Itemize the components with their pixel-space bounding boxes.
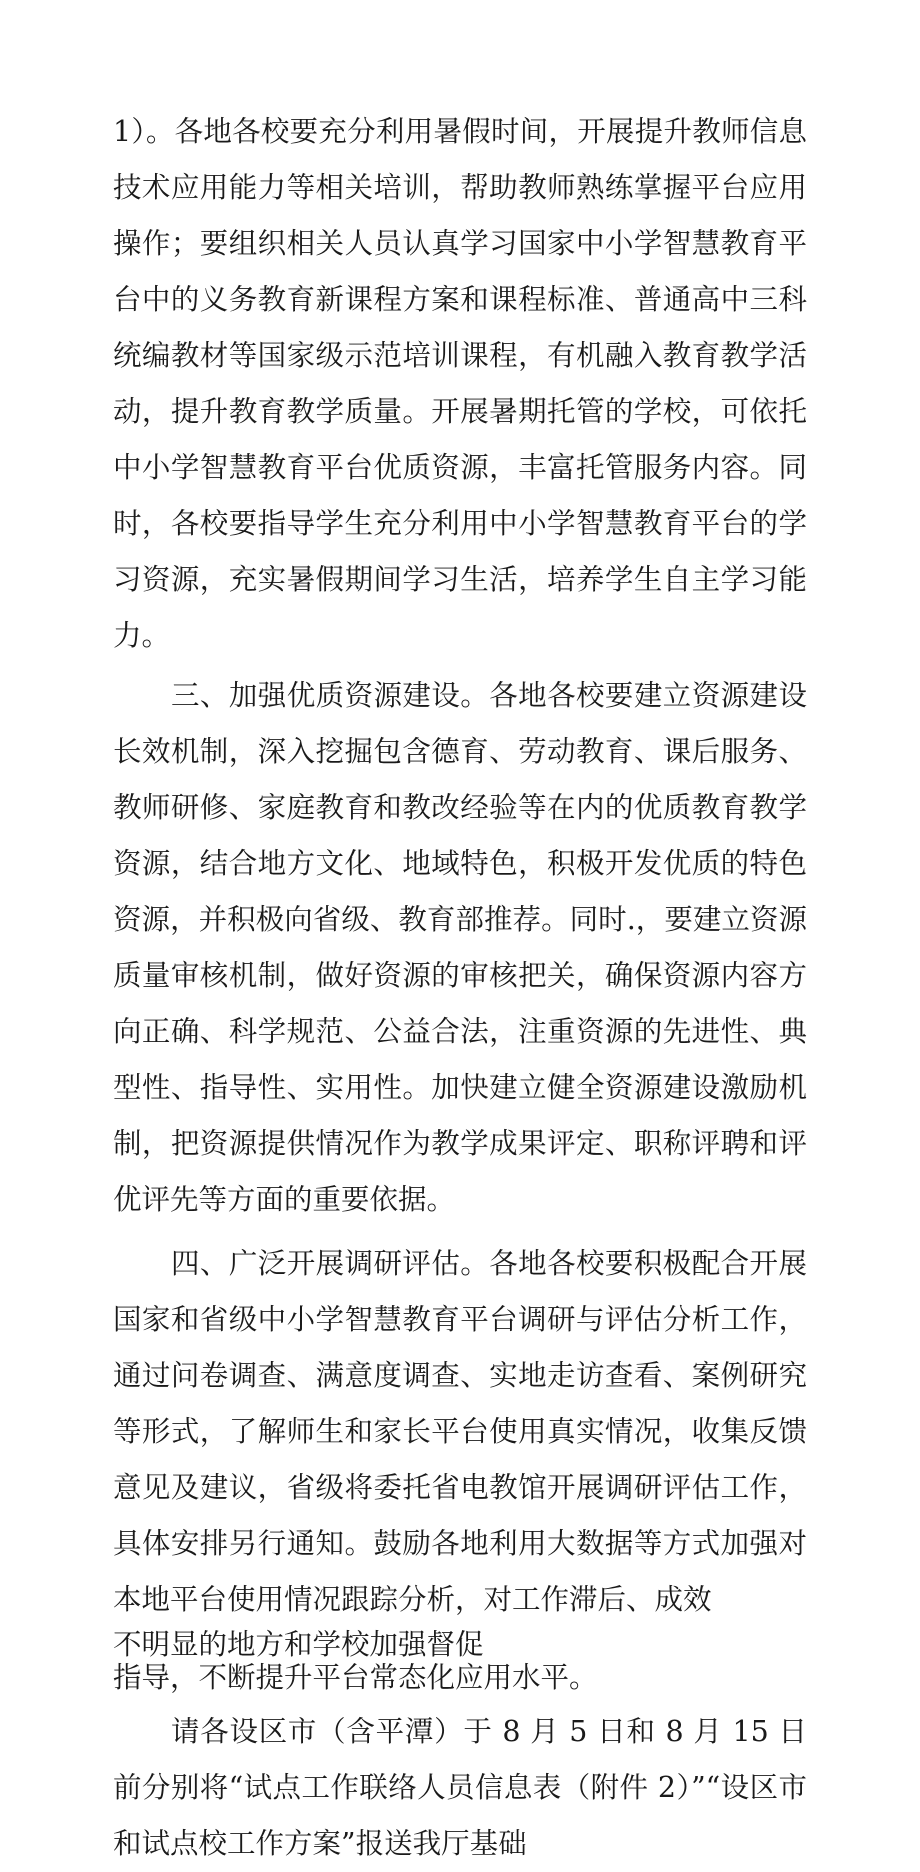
body-paragraph-section-four: 四、广泛开展调研评估。各地各校要积极配合开展国家和省级中小学智慧教育平台调研与评估分析工作，通过问卷调查、满意度调查、实地走访查看、案例研究等形式，了解师生和家长平台使用真实情况，收集反馈意见及建议，省级将委托省电教馆开展调研评估工作，具体安排另行通知。鼓励各地利用大数据等方式加强对本地平台使用情况跟踪分析，对工作滞后、成效 bbox=[113, 1247, 807, 1616]
paragraph-spacer bbox=[113, 1694, 807, 1704]
body-line-tight-first: 不明显的地方和学校加强督促 bbox=[113, 1628, 484, 1661]
paragraph-spacer bbox=[113, 1228, 807, 1236]
body-paragraph-submission-request: 请各设区市（含平潭）于 8 月 5 日和 8 月 15 日前分别将“试点工作联络人员信息表（附件 2）”“设区市和试点校工作方案”报送我厅基础 bbox=[113, 1715, 807, 1860]
body-paragraph-section-three: 三、加强优质资源建设。各地各校要建立资源建设长效机制，深入挖掘包含德育、劳动教育、课后服务、教师研修、家庭教育和教改经验等在内的优质教育教学资源，结合地方文化、地域特色，积极开发优质的特色资源，并积极向省级、教育部推荐。同时.，要建立资源质量审核机制，做好资源的审核把关，确保资源内容方向正确、科学规范、公益合法，注重资源的先进性、典型性、指导性、实用性。加快建立健全资源建设激励机制，把资源提供情况作为教学成果评定、职称评聘和评优评先等方面的重要依据。 bbox=[113, 679, 807, 1216]
body-line-tight-second: 指导，不断提升平台常态化应用水平。 bbox=[113, 1661, 598, 1694]
body-paragraph-continuation: 1）。各地各校要充分利用暑假时间，开展提升教师信息技术应用能力等相关培训，帮助教师熟练掌握平台应用操作；要组织相关人员认真学习国家中小学智慧教育平台中的义务教育新课程方案和课程标准、普通高中三科统编教材等国家级示范培训课程，有机融入教育教学活动，提升教育教学质量。开展暑期托管的学校，可依托中小学智慧教育平台优质资源，丰富托管服务内容。同时，各校要指导学生充分利用中小学智慧教育平台的学习资源，充实暑假期间学习生活，培养学生自主学习能力。 bbox=[113, 115, 807, 652]
document-text-block bbox=[113, 104, 807, 1872]
